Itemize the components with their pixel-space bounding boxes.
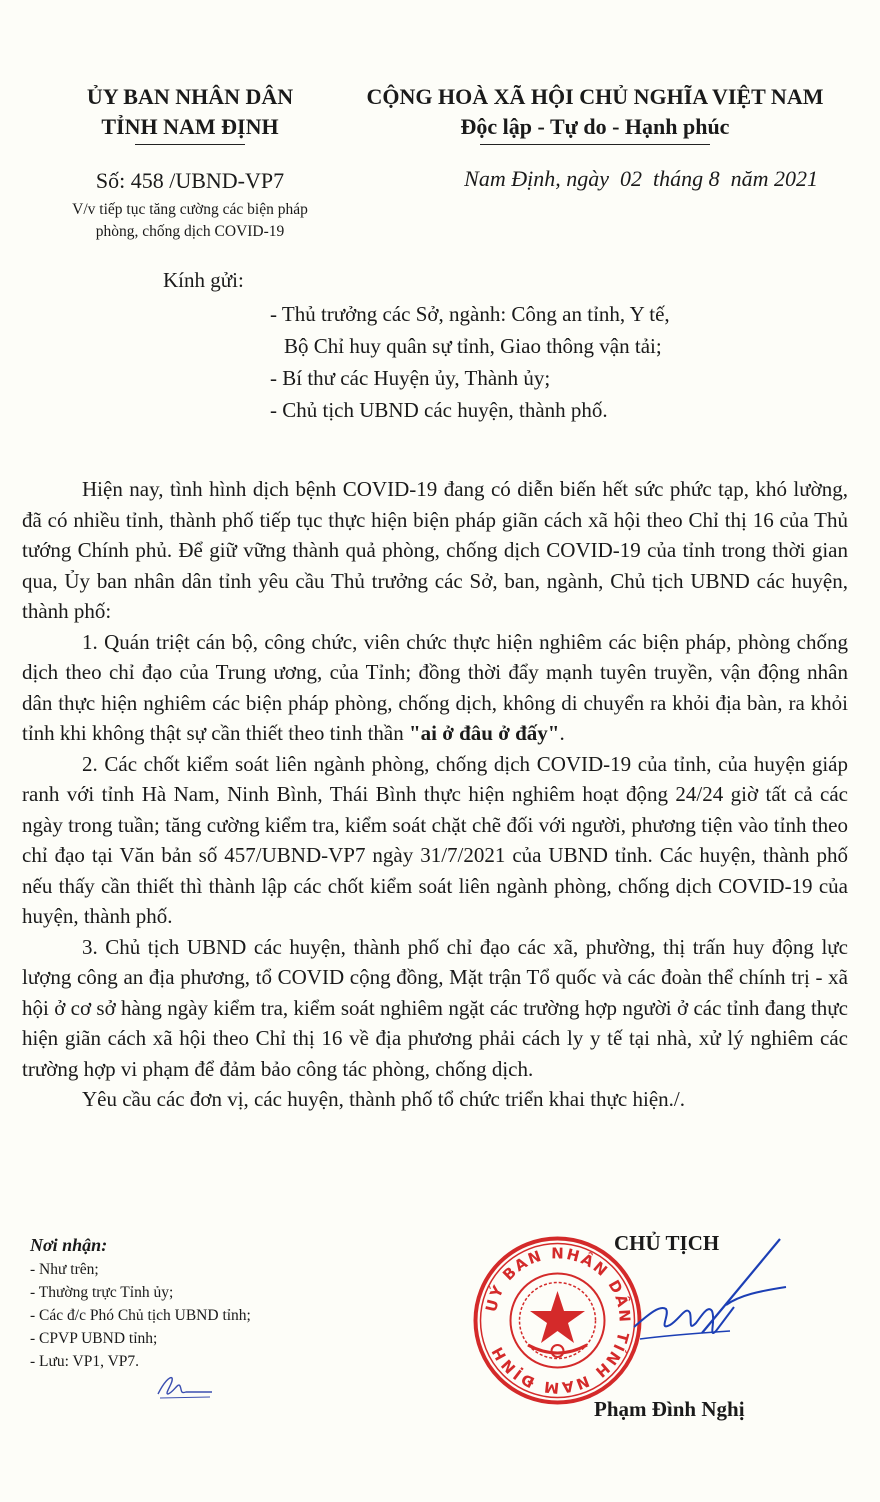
issuer-org-line1: ỦY BAN NHÂN DÂN (86, 84, 294, 109)
distribution-item: - Như trên; (30, 1261, 99, 1278)
recipients-label: Kính gửi: (163, 268, 244, 292)
subject-line2: phòng, chống dịch COVID-19 (95, 223, 285, 240)
recipient-item: Bộ Chỉ huy quân sự tỉnh, Giao thông vận tải; (284, 334, 662, 358)
document-date: Nam Định, ngày 02 tháng 8 năm 2021 (464, 166, 818, 191)
item-3-paragraph: 3. Chủ tịch UBND các huyện, thành phố chỉ đạo các xã, phường, thị trấn huy động lực lượng công an địa phương, tổ COVID cộng đồng, Mặt trận Tổ quốc và các đoàn thể chính trị - xã hội ở cơ sở hàng ngày kiểm tra, kiểm soát nghiêm ngặt các trường hợp người ở các tỉnh đang thực hiện giãn cách xã hội theo Chỉ thị 16 về địa phương phải cách ly y tế tại nhà, xử lý nghiêm các trường hợp vi phạm để đảm bảo công tác phòng, chống dịch. (22, 934, 848, 1081)
item-1-end: . (559, 721, 565, 745)
signer-name: Phạm Đình Nghị (594, 1397, 745, 1421)
item-1-paragraph (22, 627, 848, 749)
handwritten-signature-icon (630, 1235, 790, 1365)
issuer-divider (135, 144, 245, 145)
recipients-list (270, 298, 850, 426)
recipient-item: - Chủ tịch UBND các huyện, thành phố. (270, 398, 608, 422)
item-2-paragraph: 2. Các chốt kiểm soát liên ngành phòng, chống dịch COVID-19 của tỉnh, của huyện giáp ranh với tỉnh Hà Nam, Ninh Bình, Thái Bình thực hiện nghiêm hoạt động 24/24 giờ tất cả các ngày trong tuần; tăng cường kiểm tra, kiểm soát chặt chẽ đối với người, phương tiện vào tỉnh theo chỉ đạo tại Văn bản số 457/UBND-VP7 ngày 31/7/2021 của UBND tỉnh. Các huyện, thành phố nếu thấy cần thiết thì thành lập các chốt kiểm soát liên ngành phòng, chống dịch COVID-19 của huyện, thành phố. (22, 751, 848, 928)
subject-line1: V/v tiếp tục tăng cường các biện pháp (72, 201, 308, 218)
distribution-item: - Thường trực Tỉnh ủy; (30, 1284, 174, 1301)
issuer-block (40, 82, 340, 243)
distribution-item: - CPVP UBND tỉnh; (30, 1330, 158, 1347)
issuer-org-line2: TỈNH NAM ĐỊNH (101, 114, 279, 139)
closing-paragraph: Yêu cầu các đơn vị, các huyện, thành phố tổ chức triển khai thực hiện./. (82, 1087, 685, 1111)
document-body (22, 474, 848, 1115)
seal-text: UỶ BAN NHÂN DÂN TỈNH NAM ĐỊNH (481, 1244, 634, 1397)
item-1-text: 1. Quán triệt cán bộ, công chức, viên chức thực hiện nghiêm các biện pháp, phòng chống dịch theo chỉ đạo của Trung ương, của Tỉnh; đồng thời đẩy mạnh tuyên truyền, vận động nhân dân thực hiện nghiêm các biện pháp phòng, chống dịch, không di chuyển ra khỏi địa bàn, ra khỏi tỉnh khi không thật sự cần thiết theo tinh thần (22, 629, 848, 745)
distribution-item: - Lưu: VP1, VP7. (30, 1353, 140, 1370)
intro-paragraph: Hiện nay, tình hình dịch bệnh COVID-19 đang có diễn biến hết sức phức tạp, khó lường, đã có nhiều tỉnh, thành phố tiếp tục thực hiện biện pháp giãn cách xã hội theo Chỉ thị 16 của Thủ tướng Chính phủ. Để giữ vững thành quả phòng, chống dịch COVID-19 của tỉnh trong thời gian qua, Ủy ban nhân dân tỉnh yêu cầu Thủ trưởng các Sở, ban, ngành, Chủ tịch UBND các huyện, thành phố: (22, 477, 848, 623)
national-motto: Độc lập - Tự do - Hạnh phúc (460, 114, 730, 139)
item-1-slogan: "ai ở đâu ở đấy" (409, 721, 560, 745)
national-title: CỘNG HOÀ XÃ HỘI CHỦ NGHĨA VIỆT NAM (366, 84, 824, 109)
distribution-item: - Các đ/c Phó Chủ tịch UBND tỉnh; (30, 1307, 251, 1324)
official-seal-icon (470, 1233, 645, 1408)
initials-icon (150, 1372, 220, 1402)
recipient-item: - Thủ trưởng các Sở, ngành: Công an tỉnh, Y tế, (270, 302, 670, 326)
national-header (330, 82, 860, 145)
document-number: Số: 458 /UBND-VP7 (95, 168, 285, 193)
motto-divider (480, 144, 710, 145)
recipient-item: - Bí thư các Huyện ủy, Thành ủy; (270, 366, 551, 390)
signer-title: CHỦ TỊCH (614, 1231, 720, 1255)
distribution-list (30, 1232, 430, 1373)
distribution-title: Nơi nhận: (30, 1235, 108, 1255)
